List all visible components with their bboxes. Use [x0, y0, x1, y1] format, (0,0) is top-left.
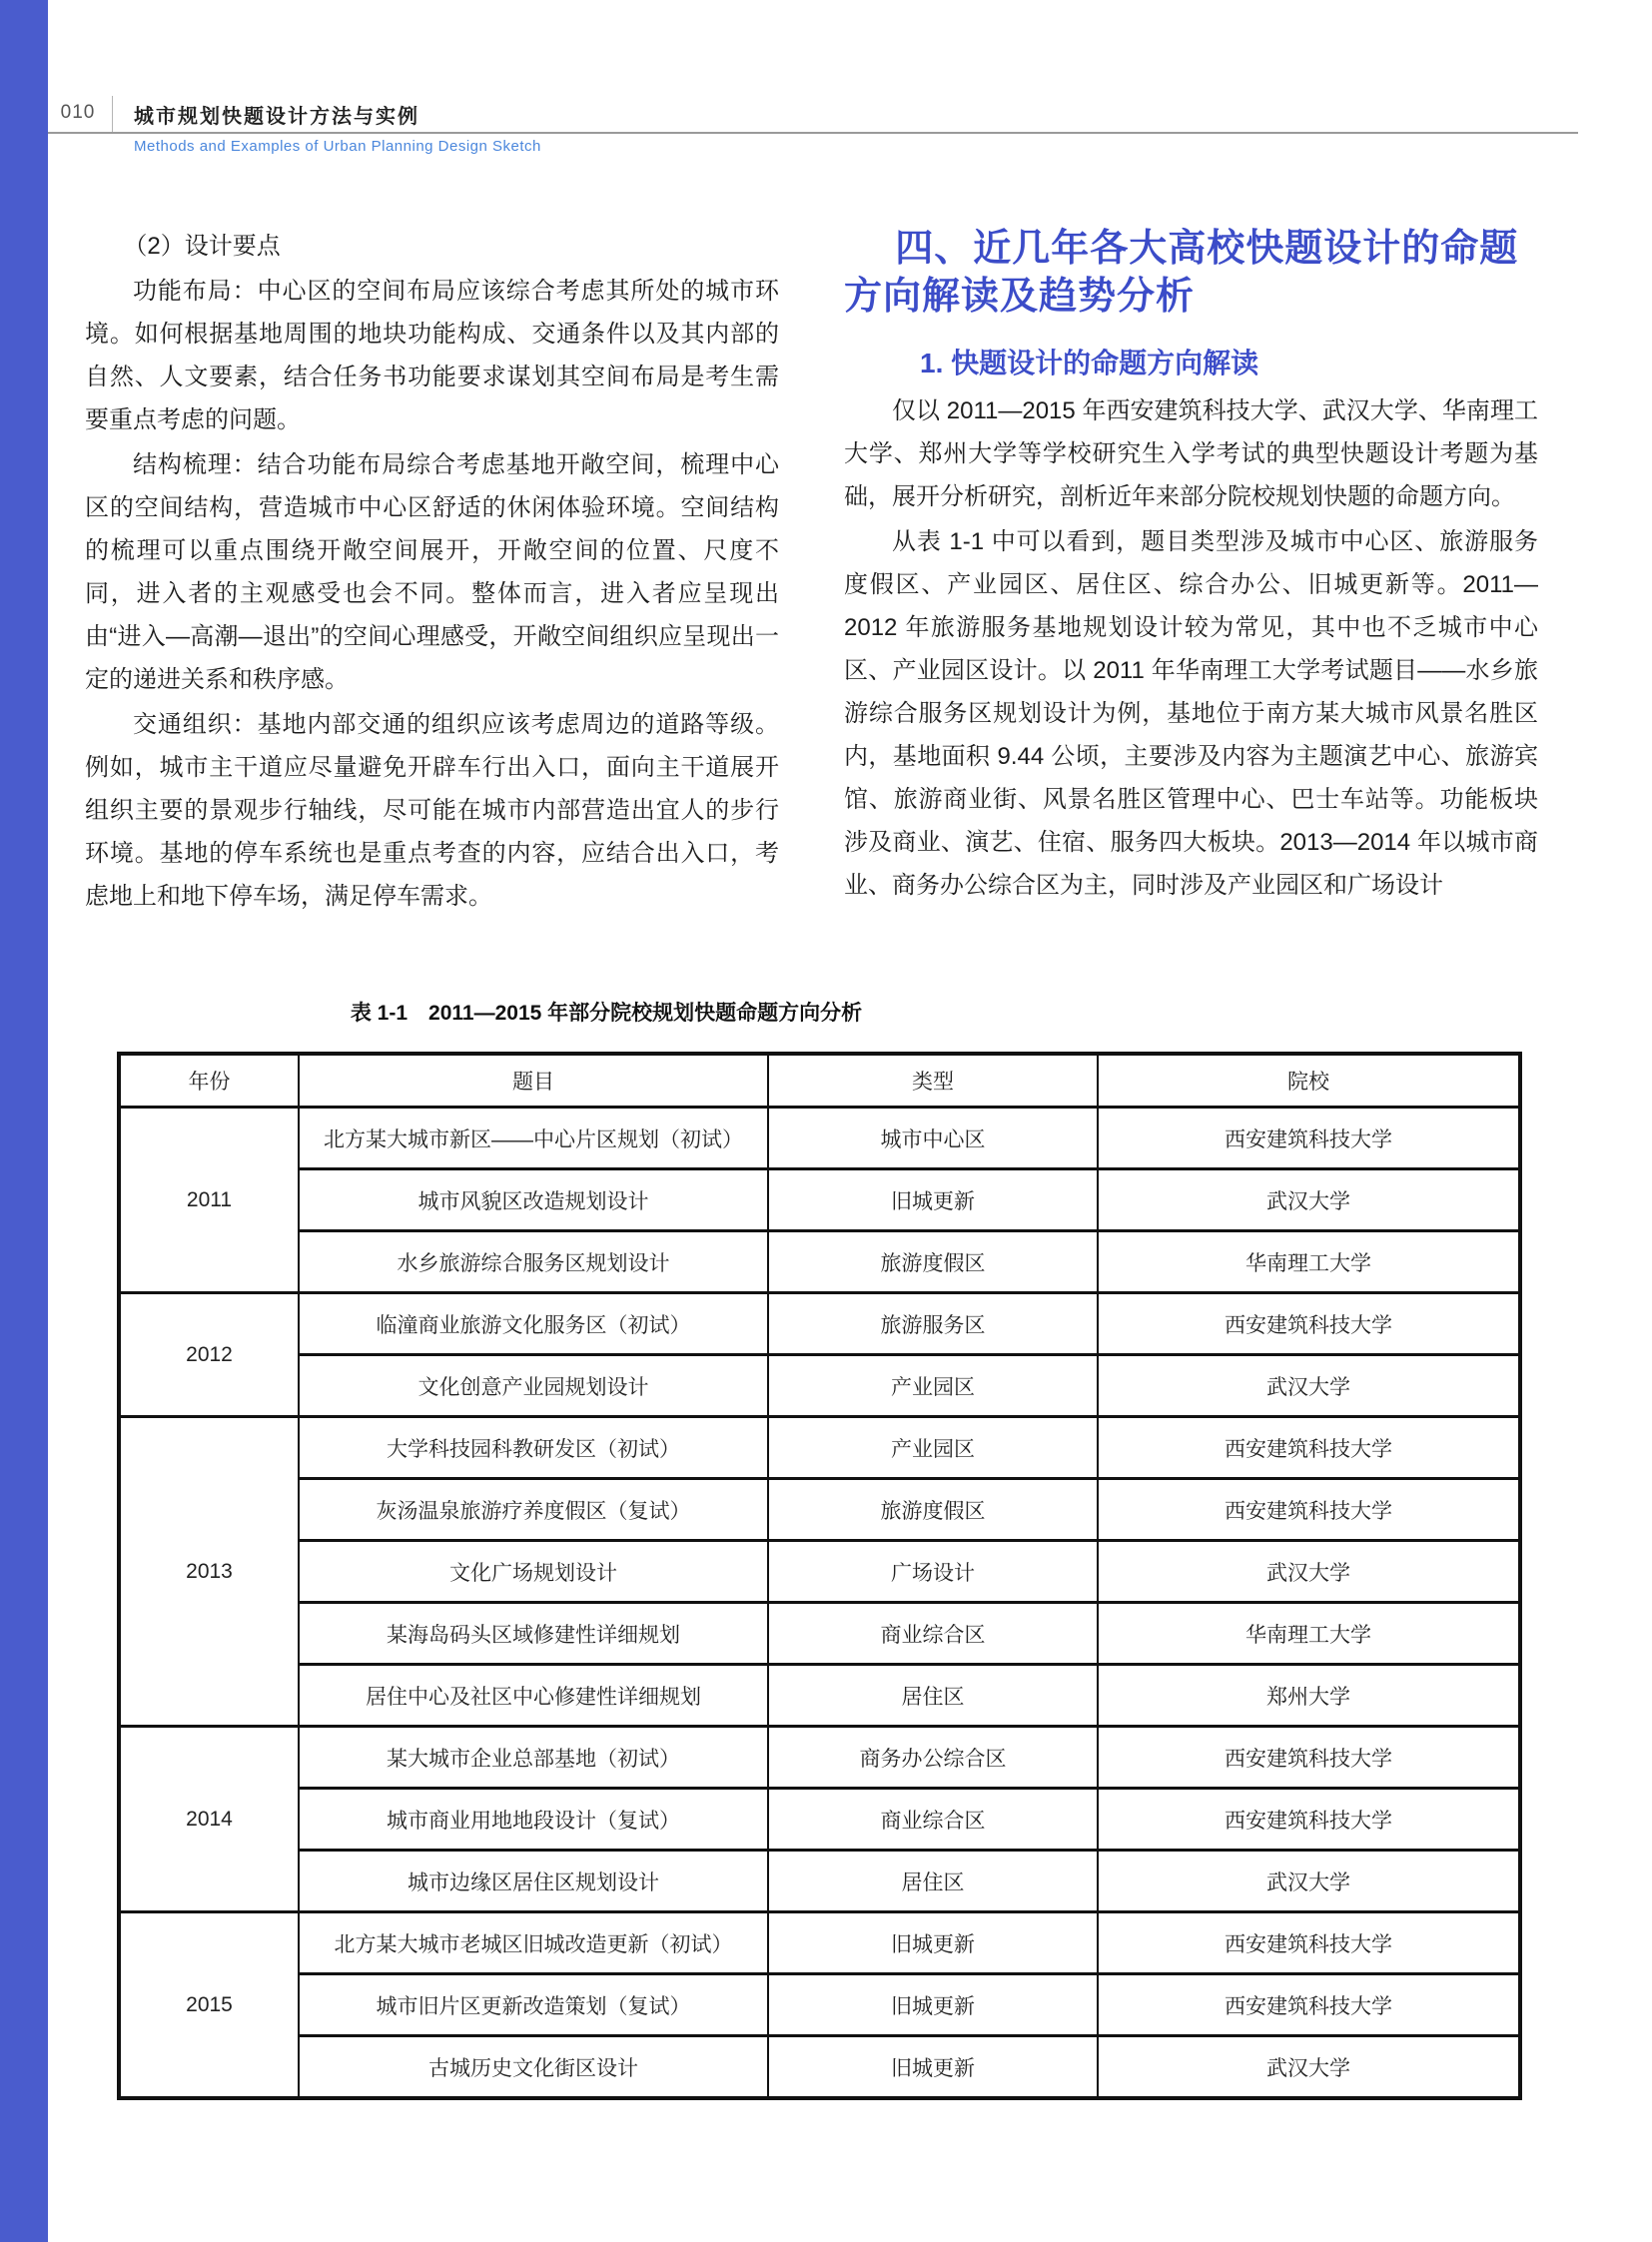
- left-column: [85, 225, 779, 920]
- topic-cell: 文化创意产业园规划设计: [299, 1355, 768, 1417]
- school-cell: 西安建筑科技大学: [1098, 1417, 1520, 1479]
- school-cell: 西安建筑科技大学: [1098, 1912, 1520, 1974]
- col-header-type: 类型: [768, 1054, 1098, 1108]
- table-body: [119, 1108, 1520, 2099]
- type-cell: 产业园区: [768, 1417, 1098, 1479]
- topic-cell: 古城历史文化街区设计: [299, 2036, 768, 2099]
- year-cell: 2012: [119, 1293, 299, 1417]
- type-cell: 旅游度假区: [768, 1479, 1098, 1541]
- book-subtitle: Methods and Examples of Urban Planning Design Sketch: [134, 138, 541, 155]
- table-row: [119, 1789, 1520, 1851]
- table-row: [119, 1355, 1520, 1417]
- col-header-topic: 题目: [299, 1054, 768, 1108]
- type-cell: 旅游服务区: [768, 1293, 1098, 1355]
- paragraph-analysis: 从表 1-1 中可以看到，题目类型涉及城市中心区、旅游服务度假区、产业园区、居住区、综合办公、旧城更新等。2011—2012 年旅游服务基地规划设计较为常见，其中也不乏城市中心区、产业园区设计。以 2011 年华南理工大学考试题目——水乡旅游综合服务区规划设计为例，基地位于南方某大城市风景名胜区内，基地面积 9.44 公顷，主要涉及内容为主题演艺中心、旅游宾馆、旅游商业街、风景名胜区管理中心、巴士车站等。功能板块涉及商业、演艺、住宿、服务四大板块。2013—2014 年以城市商业、商务办公综合区为主，同时涉及产业园区和广场设计: [844, 528, 1538, 899]
- topic-cell: 北方某大城市老城区旧城改造更新（初试）: [299, 1912, 768, 1974]
- topic-cell: 大学科技园科教研发区（初试）: [299, 1417, 768, 1479]
- school-cell: 西安建筑科技大学: [1098, 1974, 1520, 2036]
- paragraph-traffic: 交通组织：基地内部交通的组织应该考虑周边的道路等级。例如，城市主干道应尽量避免开辟车行出入口，面向主干道展开组织主要的景观步行轴线，尽可能在城市内部营造出宜人的步行环境。基地的停车系统也是重点考查的内容，应结合出入口，考虑地上和地下停车场，满足停车需求。: [85, 711, 779, 910]
- school-cell: 西安建筑科技大学: [1098, 1293, 1520, 1355]
- table-row: [119, 2036, 1520, 2099]
- school-cell: 武汉大学: [1098, 1355, 1520, 1417]
- paragraph-structure: 结构梳理：结合功能布局综合考虑基地开敞空间，梳理中心区的空间结构，营造城市中心区舒适的休闲体验环境。空间结构的梳理可以重点围绕开敞空间展开，开敞空间的位置、尺度不同，进入者的主观感受也会不同。整体而言，进入者应呈现出由“进入—高潮—退出”的空间心理感受，开敞空间组织应呈现出一定的递进关系和秩序感。: [85, 451, 779, 693]
- type-cell: 广场设计: [768, 1541, 1098, 1603]
- year-cell: 2014: [119, 1727, 299, 1912]
- school-cell: 西安建筑科技大学: [1098, 1727, 1520, 1789]
- table-row: [119, 1665, 1520, 1727]
- table-row: [119, 1541, 1520, 1603]
- topic-cell: 居住中心及社区中心修建性详细规划: [299, 1665, 768, 1727]
- table-title: 表 1-1 2011—2015 年部分院校规划快题命题方向分析: [350, 1002, 863, 1025]
- school-cell: 郑州大学: [1098, 1665, 1520, 1727]
- table-row: [119, 1417, 1520, 1479]
- chapter-edge-band: [0, 0, 48, 2242]
- topic-cell: 城市风貌区改造规划设计: [299, 1169, 768, 1231]
- topic-cell: 文化广场规划设计: [299, 1541, 768, 1603]
- topic-cell: 灰汤温泉旅游疗养度假区（复试）: [299, 1479, 768, 1541]
- topic-cell: 临潼商业旅游文化服务区（初试）: [299, 1293, 768, 1355]
- exam-table: [117, 1052, 1522, 2100]
- table-row: [119, 1169, 1520, 1231]
- school-cell: 武汉大学: [1098, 1541, 1520, 1603]
- header-divider: [112, 96, 113, 132]
- school-cell: 西安建筑科技大学: [1098, 1479, 1520, 1541]
- type-cell: 商务办公综合区: [768, 1727, 1098, 1789]
- school-cell: 华南理工大学: [1098, 1603, 1520, 1665]
- table-row: [119, 1603, 1520, 1665]
- topic-cell: 城市旧片区更新改造策划（复试）: [299, 1974, 768, 2036]
- paragraph-intro: 仅以 2011—2015 年西安建筑科技大学、武汉大学、华南理工大学、郑州大学等学校研究生入学考试的典型快题设计考题为基础，展开分析研究，剖析近年来部分院校规划快题的命题方向。: [844, 397, 1538, 510]
- table-row: [119, 1851, 1520, 1912]
- table-row: [119, 1108, 1520, 1169]
- type-cell: 产业园区: [768, 1355, 1098, 1417]
- school-cell: 华南理工大学: [1098, 1231, 1520, 1293]
- page-number: 010: [60, 102, 96, 123]
- school-cell: 西安建筑科技大学: [1098, 1789, 1520, 1851]
- school-cell: 武汉大学: [1098, 1169, 1520, 1231]
- topic-cell: 城市边缘区居住区规划设计: [299, 1851, 768, 1912]
- right-column: [844, 225, 1538, 909]
- topic-cell: 某大城市企业总部基地（初试）: [299, 1727, 768, 1789]
- type-cell: 旧城更新: [768, 1912, 1098, 1974]
- col-header-school: 院校: [1098, 1054, 1520, 1108]
- table-row: [119, 1912, 1520, 1974]
- header-rule: [48, 132, 1578, 134]
- design-points-heading: （2）设计要点: [123, 233, 281, 260]
- type-cell: 城市中心区: [768, 1108, 1098, 1169]
- table-row: [119, 1727, 1520, 1789]
- type-cell: 旅游度假区: [768, 1231, 1098, 1293]
- book-title: 城市规划快题设计方法与实例: [134, 106, 419, 128]
- table-row: [119, 1479, 1520, 1541]
- topic-cell: 某海岛码头区域修建性详细规划: [299, 1603, 768, 1665]
- year-cell: 2015: [119, 1912, 299, 2099]
- type-cell: 商业综合区: [768, 1789, 1098, 1851]
- paragraph-function-layout: 功能布局：中心区的空间布局应该综合考虑其所处的城市环境。如何根据基地周围的地块功能构成、交通条件以及其内部的自然、人文要素，结合任务书功能要求谋划其空间布局是考生需要重点考虑的问题。: [85, 278, 779, 433]
- topic-cell: 城市商业用地地段设计（复试）: [299, 1789, 768, 1851]
- school-cell: 西安建筑科技大学: [1098, 1108, 1520, 1169]
- topic-cell: 水乡旅游综合服务区规划设计: [299, 1231, 768, 1293]
- type-cell: 商业综合区: [768, 1603, 1098, 1665]
- school-cell: 武汉大学: [1098, 2036, 1520, 2099]
- section-heading: 四、近几年各大高校快题设计的命题方向解读及趋势分析: [844, 228, 1519, 318]
- subsection-heading: 1. 快题设计的命题方向解读: [920, 348, 1259, 378]
- type-cell: 居住区: [768, 1851, 1098, 1912]
- type-cell: 旧城更新: [768, 2036, 1098, 2099]
- table-row: [119, 1293, 1520, 1355]
- type-cell: 旧城更新: [768, 1974, 1098, 2036]
- type-cell: 旧城更新: [768, 1169, 1098, 1231]
- type-cell: 居住区: [768, 1665, 1098, 1727]
- table-row: [119, 1231, 1520, 1293]
- table-header-row: [119, 1054, 1520, 1108]
- topic-cell: 北方某大城市新区——中心片区规划（初试）: [299, 1108, 768, 1169]
- year-cell: 2011: [119, 1108, 299, 1293]
- year-cell: 2013: [119, 1417, 299, 1727]
- col-header-year: 年份: [119, 1054, 299, 1108]
- school-cell: 武汉大学: [1098, 1851, 1520, 1912]
- table-row: [119, 1974, 1520, 2036]
